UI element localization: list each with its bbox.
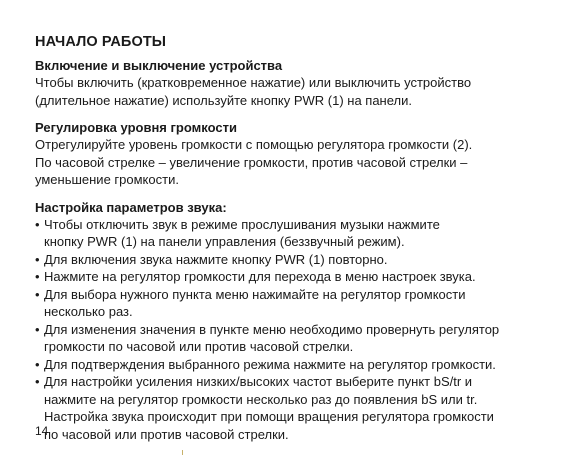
section-volume [35,119,555,189]
list-item [35,251,555,269]
list-item-text: Для изменения значения в пункте меню необходимо провернуть регулятор громкости по часовой или против часовой стрелки. [44,321,500,354]
list-item-text: Для выбора нужного пункта меню нажимайте на регулятор громкости несколько раз. [44,286,466,319]
bullet-icon: • [35,251,40,267]
bullet-icon: • [35,321,40,337]
bullet-icon: • [35,216,40,232]
list-item-text: Для подтверждения выбранного режима нажмите на регулятор громкости. [44,356,496,372]
list-item [35,356,555,374]
section-heading-volume: Регулировка уровня громкости [35,120,237,135]
list-item [35,286,555,321]
section-power [35,57,555,109]
section-heading-sound-settings: Настройка параметров звука: [35,199,227,215]
list-item [35,373,555,443]
page-number: 14 [35,424,49,438]
list-item [35,321,555,356]
list-item [35,216,555,251]
bullet-icon: • [35,286,40,302]
bullet-icon: • [35,356,40,372]
sound-settings-list [35,216,555,444]
bullet-icon: • [35,269,40,284]
crop-mark [182,450,183,455]
page-title: НАЧАЛО РАБОТЫ [35,34,167,50]
list-item-text: Чтобы отключить звук в режиме прослушивания музыки нажмите кнопку PWR (1) на панели управления (беззвучный режим). [44,216,440,249]
list-item-text: Для включения звука нажмите кнопку PWR (1) повторно. [44,251,388,267]
section-heading-power: Включение и выключение устройства [35,58,283,73]
section-text-power: Чтобы включить (кратковременное нажатие) или выключить устройство (длительное нажатие) используйте кнопку PWR (1) на панели. [35,75,472,108]
section-text-volume: Отрегулируйте уровень громкости с помощью регулятора громкости (2). По часовой стрелке – увеличение громкости, против часовой стрелки – уменьшение громкости. [35,137,473,187]
manual-page [35,33,555,453]
bullet-icon: • [35,374,40,389]
section-sound-settings [35,199,555,444]
list-item-text: Для настройки усиления низких/высоких частот выберите пункт bS/tr и нажмите на регулятор громкости несколько раз до появления bS или tr. Настройка звука происходит при помощи вращения регулятора громкости по часовой или против часовой стрелки. [44,374,494,442]
list-item [35,268,555,286]
list-item-text: Нажмите на регулятор громкости для перехода в меню настроек звука. [44,269,476,284]
